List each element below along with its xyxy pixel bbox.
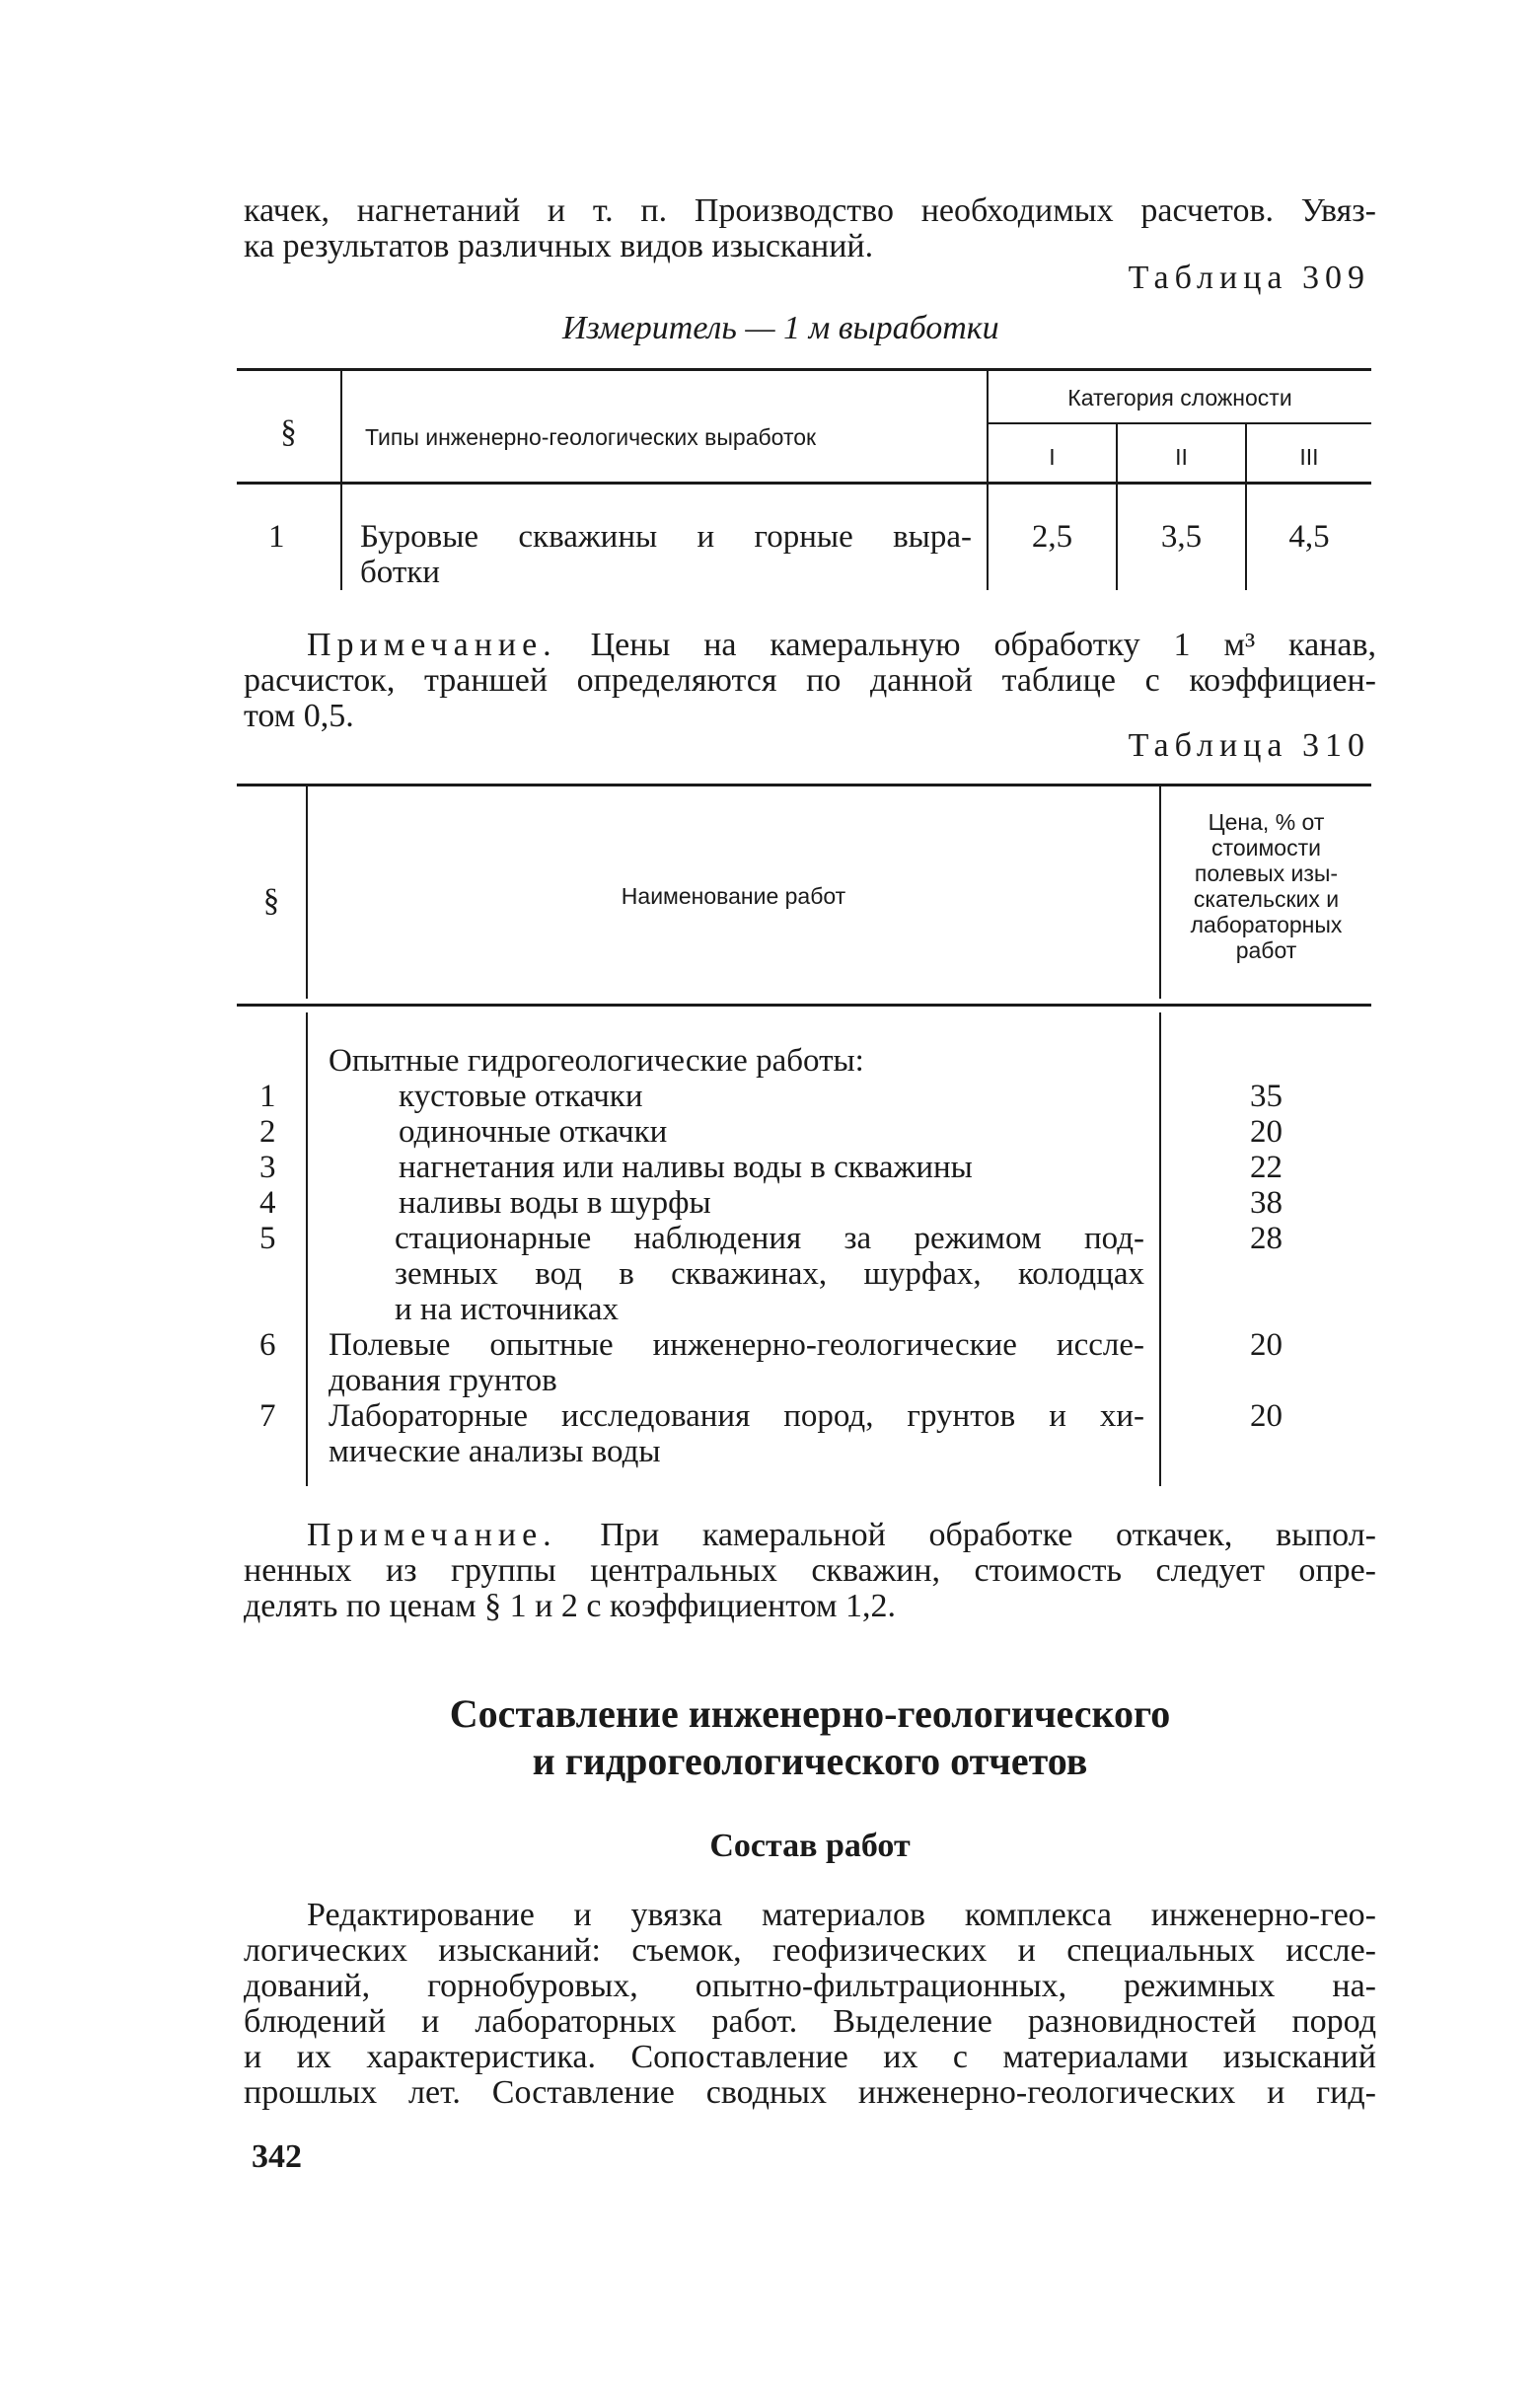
row-name-line: Полевые опытные инженерно-геологические иссле- [329, 1327, 1144, 1363]
row-number: 1 [259, 1079, 276, 1114]
body-line: логических изысканий: съемок, геофизических и специальных иссле- [244, 1932, 1376, 1969]
note-2 [244, 1518, 1376, 1624]
row-name-line: Буровые скважины и горные выра- [360, 519, 972, 555]
section-heading-line: и гидрогеологического отчетов [532, 1739, 1088, 1783]
row-name-line: наливы воды в шурфы [399, 1185, 711, 1221]
row-number: 3 [259, 1150, 276, 1185]
row-name-line: мические анализы воды [329, 1434, 661, 1469]
note-line [244, 628, 1376, 663]
section-subheading: Состав работ [709, 1828, 911, 1864]
column-header-paragraph: § [262, 883, 280, 919]
row-number: 1 [268, 519, 285, 555]
row-name-line: одиночные откачки [399, 1114, 668, 1150]
price-header-line: стоимости [1211, 835, 1321, 860]
row-name-line: Лабораторные исследования пород, грунтов и хи- [329, 1398, 1144, 1434]
section-heading-line: Составление инженерно-геологического [449, 1691, 1171, 1736]
price-header-line: скательских и [1193, 886, 1340, 912]
table-310-title: Таблица 310 [1128, 727, 1370, 764]
note-line: ненных из группы центральных скважин, стоимость следует опре- [244, 1552, 1376, 1589]
row-value: 20 [1250, 1114, 1283, 1150]
section-heading [244, 1690, 1376, 1785]
body-line: дований, горнобуровых, опытно-фильтрационных, режимных на- [244, 1968, 1376, 2004]
row-name-line: земных вод в скважинах, шурфах, колодцах [395, 1256, 1144, 1292]
table-rule [237, 1004, 1371, 1007]
row-value: 38 [1250, 1185, 1283, 1221]
table-rule [237, 482, 1371, 485]
body-line: Редактирование и увязка материалов комплекса инженерно-гео- [307, 1897, 1376, 1933]
row-number: 5 [259, 1221, 276, 1256]
row-number: 7 [259, 1398, 276, 1434]
note-line: делять по ценам § 1 и 2 с коэффициентом 1,2. [244, 1588, 897, 1624]
table-309-measure: Измеритель — 1 м выработки [562, 310, 999, 346]
intro-paragraph [244, 193, 1376, 264]
intro-line: ка результатов различных видов изысканий. [244, 228, 874, 264]
row-value: 20 [1250, 1398, 1283, 1434]
note-line [244, 1518, 1376, 1553]
value-cat-2: 3,5 [1160, 519, 1203, 555]
body-line: прошлых лет. Составление сводных инженерно-геологических и гид- [244, 2074, 1376, 2111]
row-name-line: и на источниках [395, 1292, 620, 1327]
body-line: и их характеристика. Сопоставление их с материалами изысканий [244, 2039, 1376, 2075]
row-name-line: стационарные наблюдения за режимом под- [395, 1221, 1144, 1256]
row-name-line: ботки [360, 555, 440, 590]
note-label: Примечание. [307, 1517, 557, 1553]
table-rule [237, 368, 1371, 371]
table-rule [340, 371, 342, 590]
column-header-type: Типы инженерно-геологических выработок [365, 424, 817, 450]
value-cat-3: 4,5 [1288, 519, 1330, 555]
column-header-paragraph: § [280, 414, 297, 450]
price-header-line: лабораторных [1190, 912, 1343, 937]
table-rule [987, 422, 1371, 424]
category-2: II [1175, 444, 1188, 470]
price-header-line: полевых изы- [1194, 860, 1339, 886]
table-rule [237, 784, 1371, 786]
table-rule [306, 1012, 308, 1486]
row-number: 2 [259, 1114, 276, 1150]
row-value: 35 [1250, 1079, 1283, 1114]
price-header-line: работ [1235, 937, 1297, 963]
row-name-line: дования грунтов [329, 1363, 557, 1398]
row-name-line: нагнетания или наливы воды в скважины [399, 1150, 973, 1185]
column-header-category: Категория сложности [1067, 385, 1292, 411]
note-line: расчисток, траншей определяются по данной таблице с коэффициен- [244, 662, 1376, 699]
row-value: 28 [1250, 1221, 1283, 1256]
body-line: блюдений и лабораторных работ. Выделение разновидностей пород [244, 2003, 1376, 2040]
column-header-name: Наименование работ [621, 883, 846, 909]
table-309-title: Таблица 309 [1128, 260, 1370, 296]
page-number: 342 [252, 2138, 302, 2175]
intro-line: качек, нагнетаний и т. п. Производство необходимых расчетов. Увяз- [244, 192, 1376, 229]
row-name-line: кустовые откачки [399, 1079, 643, 1114]
note-text: Цены на камеральную обработку 1 м³ канав, [590, 627, 1376, 663]
row-value: 20 [1250, 1327, 1283, 1363]
row-value: 22 [1250, 1150, 1283, 1185]
price-header-line: Цена, % от [1208, 809, 1325, 835]
column-header-price [1161, 809, 1371, 963]
note-line: том 0,5. [244, 698, 354, 734]
note-text: При камеральной обработке откачек, выпол- [600, 1517, 1377, 1553]
category-3: III [1299, 444, 1319, 470]
row-number: 4 [259, 1185, 276, 1221]
value-cat-1: 2,5 [1031, 519, 1073, 555]
note-label: Примечание. [307, 627, 557, 663]
row-number: 6 [259, 1327, 276, 1363]
note-1 [244, 628, 1376, 734]
body-paragraph [244, 1898, 1376, 2111]
category-1: I [1049, 444, 1056, 470]
group-title: Опытные гидрогеологические работы: [329, 1043, 864, 1079]
